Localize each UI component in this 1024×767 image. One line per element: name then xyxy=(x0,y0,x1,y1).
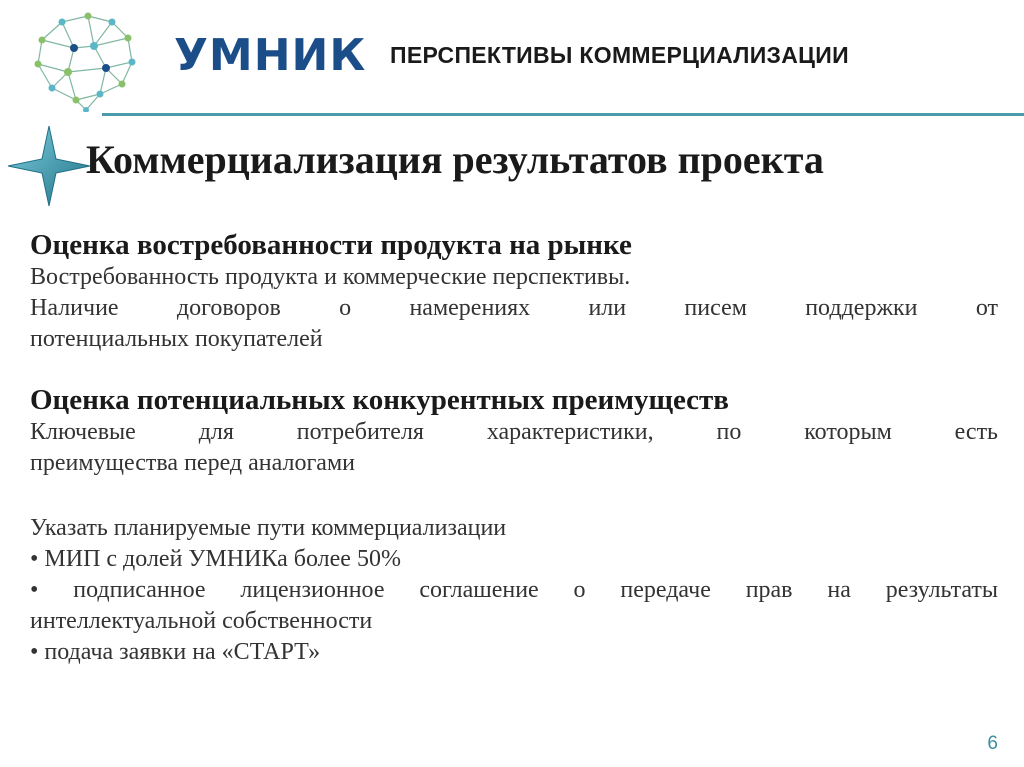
umnik-logo xyxy=(28,8,367,112)
paragraph: Наличие договоров о намерениях или писем поддержки от xyxy=(30,295,998,321)
header-divider xyxy=(102,113,1024,116)
section-heading-competitive: Оценка потенциальных конкурентных преимуществ xyxy=(30,384,729,416)
paragraph: Указать планируемые пути коммерциализации xyxy=(30,515,507,541)
slide-title: Коммерциализация результатов проекта xyxy=(86,137,824,182)
four-point-star-icon xyxy=(6,124,92,208)
list-item: • МИП с долей УМНИКа более 50% xyxy=(30,546,401,572)
header-title: ПЕРСПЕКТИВЫ КОММЕРЦИАЛИЗАЦИИ xyxy=(390,42,849,68)
list-item: • подача заявки на «СТАРТ» xyxy=(30,639,321,665)
paragraph: преимущества перед аналогами xyxy=(30,450,355,476)
logo-text: УМНИК xyxy=(174,30,367,81)
paragraph: потенциальных покупателей xyxy=(30,326,323,352)
paragraph: Ключевые для потребителя характеристики, по которым есть xyxy=(30,419,998,445)
brain-network-icon xyxy=(28,8,146,112)
section-heading-demand: Оценка востребованности продукта на рынке xyxy=(30,229,632,261)
slide-content xyxy=(30,228,998,668)
paragraph: Востребованность продукта и коммерческие перспективы. xyxy=(30,264,631,290)
list-item: интеллектуальной собственности xyxy=(30,608,373,634)
page-number: 6 xyxy=(987,733,998,754)
list-item: • подписанное лицензионное соглашение о передаче прав на результаты xyxy=(30,577,998,603)
